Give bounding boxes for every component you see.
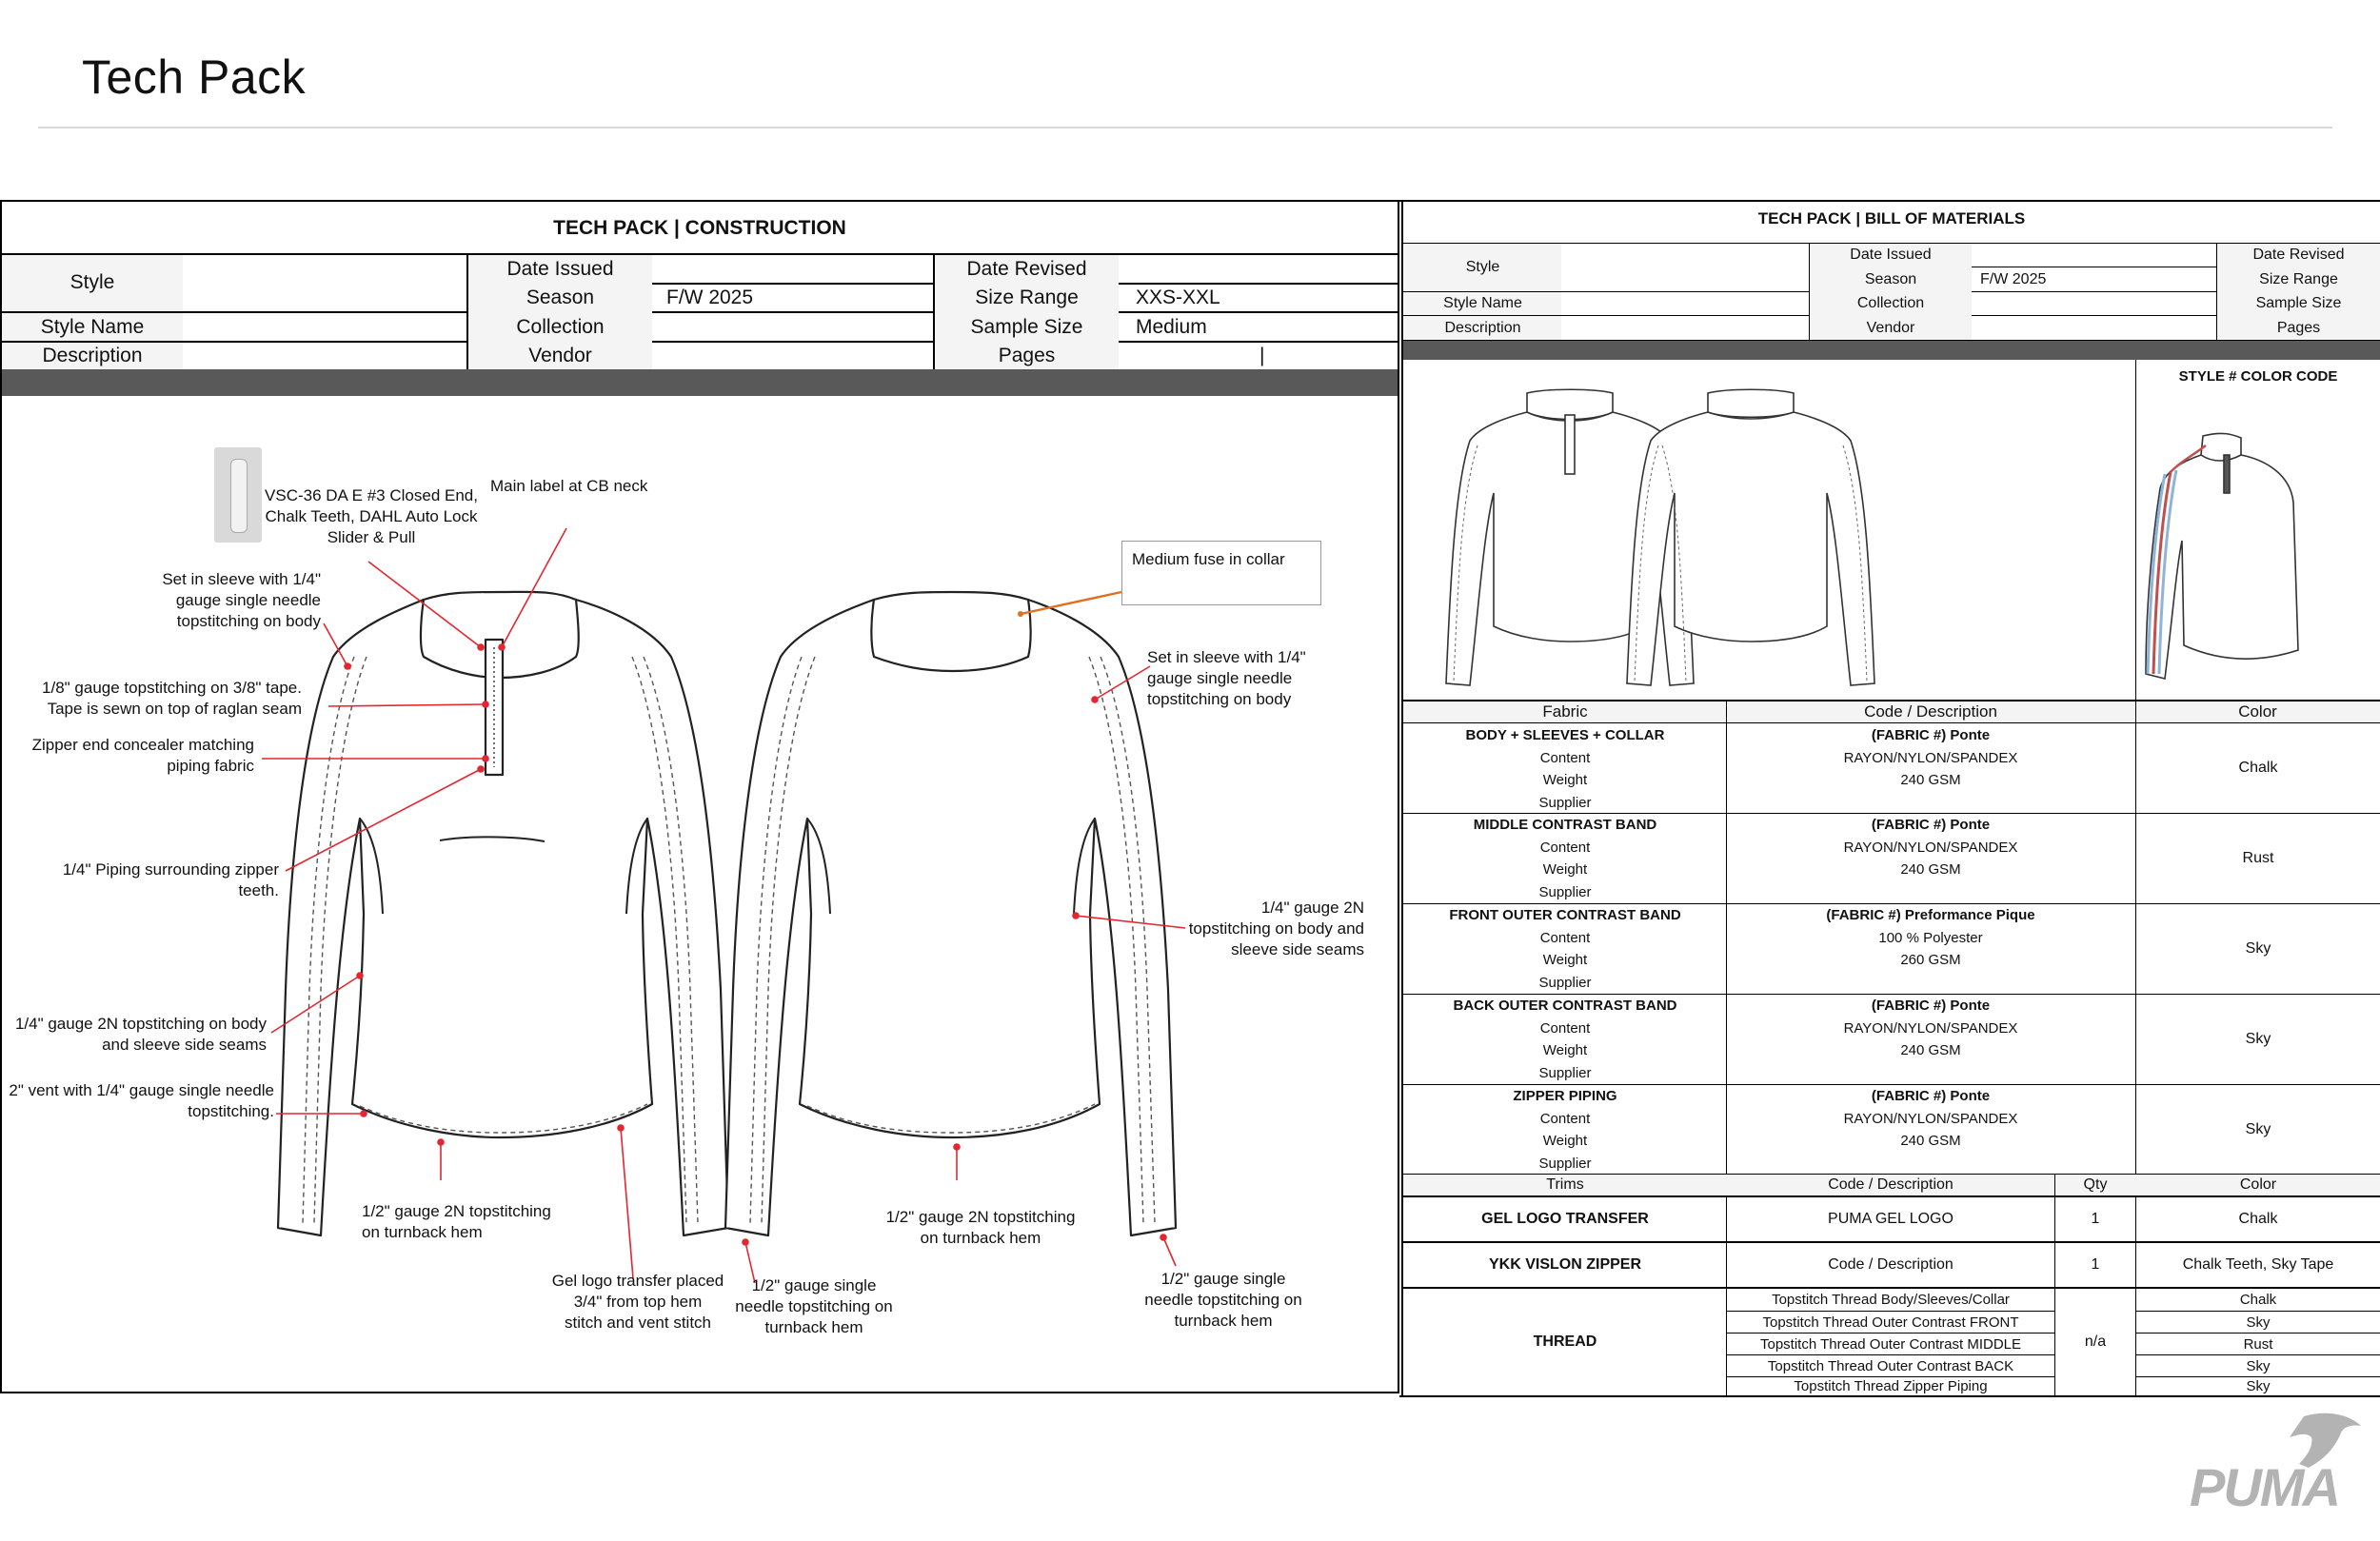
construction-band xyxy=(2,369,1398,396)
sample-size-value: Medium xyxy=(1136,315,1207,338)
supplier-label: Supplier xyxy=(1538,974,1592,991)
fabric-content: RAYON/NYLON/SPANDEX xyxy=(1843,1019,2018,1037)
weight-label: Weight xyxy=(1542,952,1588,968)
set-in-sleeve-front-note: Set in sleeve with 1/4" gauge single needle topstitching on body xyxy=(162,570,321,630)
back-sketch xyxy=(725,592,1176,1235)
season-label: Season xyxy=(526,286,595,308)
bom-collection-label: Collection xyxy=(1856,295,1925,311)
date-revised-label: Date Revised xyxy=(966,257,1087,280)
trims-header-qty: Qty xyxy=(2083,1176,2108,1193)
fabric-weight: 240 GSM xyxy=(1900,1133,1961,1149)
trim-qty: 1 xyxy=(2091,1256,2100,1273)
fabric-color: Sky xyxy=(2245,1121,2271,1137)
style-label: Style xyxy=(69,271,115,293)
bom-style-name-label: Style Name xyxy=(1443,295,1522,311)
bom-header: TECH PACK | BILL OF MATERIALS xyxy=(1757,209,2026,227)
fabric-name-cell xyxy=(1403,995,1727,1084)
thread-color: Sky xyxy=(2246,1314,2271,1331)
fabric-weight: 260 GSM xyxy=(1900,952,1961,968)
fabric-code-cell xyxy=(1727,814,2134,881)
date-issued-label: Date Issued xyxy=(506,257,614,280)
thread-color: Rust xyxy=(2243,1335,2273,1353)
thread-name: THREAD xyxy=(1533,1334,1597,1350)
fabric-name: BACK OUTER CONTRAST BAND xyxy=(1453,998,1677,1014)
thread-code: Topstitch Thread Body/Sleeves/Collar xyxy=(1772,1292,2010,1308)
cuff-front-note: 1/2" gauge single needle topstitching on turnback hem xyxy=(735,1276,893,1336)
fabric-content: RAYON/NYLON/SPANDEX xyxy=(1843,1110,2018,1127)
fuse-note: Medium fuse in collar xyxy=(1132,550,1285,568)
construction-right-border xyxy=(1398,200,1399,1393)
trims-header-color: Color xyxy=(2239,1176,2277,1193)
content-label: Content xyxy=(1539,1110,1591,1127)
fabric-weight: 240 GSM xyxy=(1900,772,1961,788)
fabric-name-cell xyxy=(1403,724,1727,814)
puma-logo xyxy=(2190,1409,2370,1517)
hem-front-note: 1/2" gauge 2N topstitching on turnback hem xyxy=(362,1202,551,1241)
fabric-content: RAYON/NYLON/SPANDEX xyxy=(1843,839,2018,856)
bom-season-label: Season xyxy=(1864,270,1917,287)
trim-name: GEL LOGO TRANSFER xyxy=(1481,1211,1649,1227)
fabric-header-color: Color xyxy=(2238,702,2277,721)
fuse-note-box xyxy=(1121,541,1321,605)
content-label: Content xyxy=(1539,1019,1591,1037)
fabric-code-cell xyxy=(1727,1085,2134,1153)
main-label-note: Main label at CB neck xyxy=(490,477,648,495)
content-label: Content xyxy=(1539,749,1591,766)
set-in-sleeve-back-note: Set in sleeve with 1/4" gauge single needle topstitching on body xyxy=(1147,648,1306,708)
fabric-content: RAYON/NYLON/SPANDEX xyxy=(1843,749,2018,766)
fabric-weight: 240 GSM xyxy=(1900,1042,1961,1058)
piping-note: 1/4" Piping surrounding zipper teeth. xyxy=(62,860,279,899)
size-range-value: XXS-XXL xyxy=(1136,286,1220,308)
collection-label: Collection xyxy=(516,315,605,338)
fabric-name-cell xyxy=(1403,814,1727,903)
trim-color: Chalk Teeth, Sky Tape xyxy=(2182,1256,2334,1273)
fabric-content: 100 % Polyester xyxy=(1878,929,1983,946)
sample-size-label: Sample Size xyxy=(970,315,1083,338)
fabric-code-cell xyxy=(1727,995,2134,1062)
fabric-color: Sky xyxy=(2245,940,2271,957)
thread-code: Topstitch Thread Outer Contrast MIDDLE xyxy=(1760,1335,2021,1353)
color-code-title: STYLE # COLOR CODE xyxy=(2178,367,2338,385)
row-divider xyxy=(0,341,1399,343)
weight-label: Weight xyxy=(1542,1042,1588,1058)
fabric-header-code: Code / Description xyxy=(1864,702,1997,721)
thread-code: Topstitch Thread Outer Contrast FRONT xyxy=(1762,1314,2019,1331)
fabric-name: FRONT OUTER CONTRAST BAND xyxy=(1449,907,1681,923)
fabric-code: (FABRIC #) Ponte xyxy=(1871,817,1991,833)
content-label: Content xyxy=(1539,839,1591,856)
construction-header: TECH PACK | CONSTRUCTION xyxy=(553,217,846,239)
fabric-name: ZIPPER PIPING xyxy=(1513,1088,1617,1104)
supplier-label: Supplier xyxy=(1538,883,1592,900)
description-label: Description xyxy=(42,345,143,366)
title-divider xyxy=(38,127,2332,128)
fabric-code: (FABRIC #) Preformance Pique xyxy=(1826,907,2035,923)
zipper-end-note: Zipper end concealer matching piping fabric xyxy=(31,736,254,775)
cuff-back-note: 1/2" gauge single needle topstitching on turnback hem xyxy=(1144,1270,1302,1330)
bom-band xyxy=(1403,341,2380,360)
thread-code: Topstitch Thread Zipper Piping xyxy=(1794,1378,1988,1394)
fabric-code: (FABRIC #) Ponte xyxy=(1871,727,1991,743)
bom-description-label: Description xyxy=(1444,319,1521,336)
front-sketch xyxy=(278,592,728,1235)
trims-header-trims: Trims xyxy=(1546,1176,1584,1193)
fabric-name-cell xyxy=(1403,1085,1727,1175)
trim-name: YKK VISLON ZIPPER xyxy=(1488,1256,1642,1273)
fabric-color: Chalk xyxy=(2238,760,2278,776)
trim-code: PUMA GEL LOGO xyxy=(1828,1211,1954,1227)
zipper-note: VSC-36 DA E #3 Closed End, Chalk Teeth, DAHL Auto Lock Slider & Pull xyxy=(265,486,478,546)
fabric-color: Sky xyxy=(2245,1031,2271,1047)
bom-bottom-border xyxy=(1399,1395,2380,1397)
gel-logo-note: Gel logo transfer placed 3/4" from top hem stitch and vent stitch xyxy=(551,1272,724,1332)
bom-season-value: F/W 2025 xyxy=(1980,270,2047,287)
trim-qty: 1 xyxy=(2091,1211,2100,1227)
fabric-name: BODY + SLEEVES + COLLAR xyxy=(1465,727,1665,743)
size-range-label: Size Range xyxy=(975,286,1079,308)
thread-qty: n/a xyxy=(2084,1334,2107,1350)
bom-sample-size-label: Sample Size xyxy=(2255,295,2342,311)
fabric-code-cell xyxy=(1727,904,2134,972)
fabric-name: MIDDLE CONTRAST BAND xyxy=(1473,817,1657,833)
bom-style-label: Style xyxy=(1465,259,1500,275)
fabric-code: (FABRIC #) Ponte xyxy=(1871,998,1991,1014)
bom-pages-label: Pages xyxy=(2276,319,2321,336)
tape-note: 1/8" gauge topstitching on 3/8" tape. Tape is sewn on top of raglan seam xyxy=(42,679,302,718)
trim-color: Chalk xyxy=(2238,1211,2278,1227)
vent-note: 2" vent with 1/4" gauge single needle topstitching. xyxy=(9,1081,274,1120)
fabric-color: Rust xyxy=(2242,850,2274,866)
pages-label: Pages xyxy=(998,345,1056,366)
bom-vendor-label: Vendor xyxy=(1866,319,1915,336)
bom-sketches xyxy=(1403,360,2380,700)
thread-color: Sky xyxy=(2246,1378,2271,1394)
gauge-2n-back-note: 1/4" gauge 2N topstitching on body and sleeve side seams xyxy=(1188,899,1364,958)
bom-size-range-label: Size Range xyxy=(2259,270,2338,287)
style-name-label: Style Name xyxy=(40,315,145,338)
fabric-header-fabric: Fabric xyxy=(1542,702,1588,721)
construction-bottom-border xyxy=(0,1392,1399,1393)
fabric-code-cell xyxy=(1727,724,2134,792)
trims-header-code: Code / Description xyxy=(1828,1176,1954,1193)
weight-label: Weight xyxy=(1542,772,1588,788)
hem-back-note: 1/2" gauge 2N topstitching on turnback hem xyxy=(885,1208,1076,1247)
weight-label: Weight xyxy=(1542,1133,1588,1149)
vendor-label: Vendor xyxy=(528,345,592,366)
gauge-2n-front-note: 1/4" gauge 2N topstitching on body and sleeve side seams xyxy=(14,1015,267,1054)
thread-code: Topstitch Thread Outer Contrast BACK xyxy=(1767,1357,2014,1374)
trim-code: Code / Description xyxy=(1828,1256,1954,1273)
supplier-label: Supplier xyxy=(1538,1064,1592,1081)
fabric-name-cell xyxy=(1403,904,1727,994)
zipper-swatch xyxy=(214,447,262,543)
supplier-label: Supplier xyxy=(1538,1155,1592,1172)
header-divider xyxy=(0,253,1399,255)
page-title: Tech Pack xyxy=(82,50,307,104)
weight-label: Weight xyxy=(1542,861,1588,878)
season-value: F/W 2025 xyxy=(666,286,754,308)
bom-date-revised-label: Date Revised xyxy=(2252,247,2345,263)
thread-color: Sky xyxy=(2246,1357,2271,1374)
thread-color: Chalk xyxy=(2239,1292,2277,1308)
pages-value: | xyxy=(1259,345,1265,366)
fabric-code: (FABRIC #) Ponte xyxy=(1871,1088,1991,1104)
fabric-weight: 240 GSM xyxy=(1900,861,1961,878)
puma-wordmark: PUMA xyxy=(2190,1457,2339,1517)
supplier-label: Supplier xyxy=(1538,794,1592,811)
content-label: Content xyxy=(1539,929,1591,946)
bom-date-issued-label: Date Issued xyxy=(1850,247,1932,263)
